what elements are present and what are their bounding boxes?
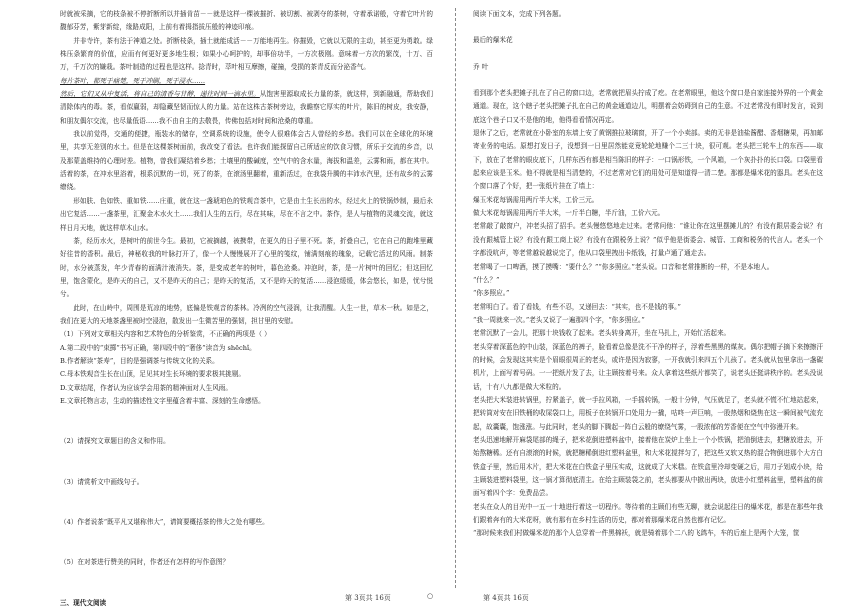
- question-4: （4）作者说茶“既平凡又堪称伟大”，请简要概括茶的伟大之处有哪些。: [60, 518, 269, 526]
- story-paragraph: 老常敲了敲窗户，冲老头招了招手。老头慢悠悠地走过来。老常问他：“谁让你在这里摆摊儿的？有没有跟居委会说？有没有跟城管上说？有没有跟工商上说？有没有在跟税务上说？”似乎他是街委会、城管、工商和税务的代言人。老头一个字都没吭声，等老常越说越说完了，他从口袋里拽出卡纸钱，打量卢通了通走去。: [473, 222, 823, 258]
- left-column: [60, 8, 433, 610]
- price-line: 做大米花每锅需用两斤半大米，一斤半白糖，半斤油，工价六元。: [473, 209, 665, 218]
- passage-paragraph: 茶，经历水火，是树叶的前世今生。最初，它被摘越，被携带，在更久的日子里不死。茶，折叠自己，它在自己的跑堆里藏好往昔的香积。最后，神秘收我的叶脉打开了，像一个人慢慢展开了心里的笺纹，铺满刻痕的瑰象，记载它活过的风雨。制茶时，水分被蒸发，年少青春的面满汁液消失。茶，是变成老年的树叶，暮色沧桑。冲泡时，茶，是一片树叶的回忆；但这回忆里，饱含蒙化，是昨天的自己，又不是昨天的自己；是昨天的复活，又不是昨天的复活……浸泡缓缓，体会悠长，如是，忧兮悦兮。: [60, 236, 433, 299]
- story-paragraph: 老常喝了一口啤酒，摸了摸嘴：“要什么？”“你多照应。”老头说。口音和老常推断的一样，不是本地人。: [473, 262, 774, 271]
- option-d: D.文章结尾，作者认为应该学会用茶的精神面对人生风雨。: [60, 383, 232, 392]
- story-paragraph: 看到那个老头把摊子扎在了自己的窗口边，老常就把眉头拧成了疙。在老常眼里，他这个窗口是自家连接外界的一个黄金通道。现在，这个瞎子老头把摊子扎在自己的黄金通道边儿，明摆着会妨碍到自己的生意。不过老常没有即时发言，说到底这个巷子口又不是他的地，他得看看情况再定。: [473, 89, 823, 124]
- story-paragraph: “那时候来我们村做爆米花的那个人总穿着一件黑棉袄，就是骑着那个二八的飞鸽车，车的后座上是两个大笼，筐: [473, 529, 800, 538]
- option-a: A.第二段中的“束掷”书写正确，第四段中的“奢侈”读音为 shēchǐ。: [60, 343, 256, 352]
- underlined-sentence: 每片茶叶，都死于痛楚，死于冲刷，死于浸水……: [60, 76, 206, 85]
- story-title: 最后的爆米花: [473, 36, 513, 45]
- story-paragraph: 老常沉默了一会儿，把那十块钱收了起来。老头转身离开，坐在马扎上，开始忙活起来。: [473, 329, 731, 338]
- passage-paragraph: 时就被采摘，它的枝条被不停折断所以并插肯苗－－就是这样一棵被摧折、被切割、被剥夺的茶树，守着承诺般，守着它叶片的馥郁芬芳，紫芽新绽，缘路成阳，上前有着拇指拔压般的神迹印痕。: [60, 10, 433, 32]
- dialogue-line: “什么？”: [473, 275, 500, 284]
- question-5: （5）在对茶进行赞美的同时，作者还有怎样的写作意图？: [60, 558, 230, 567]
- passage-paragraph: 形如肤、色如铁、重如铁……庄重，就在这一盏琥珀色的铁观音茶中，它是由土生长出的水，经过火上的铁锅炒制，最后永出它复活……一盏茶里，汇聚金木水火土……我们人生的五行，尽在其味，尽在不言之中。茶作，是人与植物的灵魂交流，就这样日月天地，就这样草木山水。: [60, 196, 433, 232]
- section-heading: 三、现代文阅读: [60, 598, 107, 607]
- story-paragraph: 老头把大米装进转锅里，拧紧盖子，就一手拉风箱，一手摇转锅，一般十分钟，气压就足了，老头就不慌不忙地站起来，把转筒对安在旧铁桶的收屎袋口上，用板子在转锅开口处用力一撬，咕咚一声巨响，一股热烟和烧焦在这一瞬间被气流充起，故囊囊，饱涨涨。与此同时，老头的脚下腾起一阵白云般的缭绕气雾，一股浓郁的芳香便在空气中弥漫开来。: [473, 395, 823, 431]
- passage-text: 从饱害里源取成长力量的茶，就这样，到新融通，帮助我们清除体内的毒。茶，看似赢弱，却隐藏坚韧而惊人的力量。站在这株古茶树旁边，我瞻察它厚实的叶片，陈旧的树皮，我安静，和朋友偶尔交流，也尽量低语……我不由自主的去敬畏，传佛包括对时间和沧桑的尊重。: [60, 90, 434, 125]
- footer-separator: ○: [427, 592, 434, 600]
- right-page-number: 第 4页共 16页: [483, 594, 529, 602]
- passage-paragraph: 此时，在山岭中，周围是荒凉的地势，底偏是铁观音的茶林。冷冽的空气浸润，让我清醒。人生一世，草木一秋。如是之，我们在更大的天地茶盏里被时空浸泡，散发出一生微苦里的强韧，担甘里的安慰。: [60, 303, 433, 325]
- question-3: （3）请赏析文中画线句子。: [60, 477, 144, 486]
- left-page-number: 第 3页共 16页: [345, 594, 391, 602]
- passage-paragraph: 并非寺许，茶有法于神道之处。折断枝条，插土就能成活－－万能地再生。你摧毁，它就以无限的主动，甚至更为勇敢。绿株压条繁育的价值，应而有何更好更多地生根；如果小心呵护的，却事倍功半，一方次极刚。意味着一方次的繁茂，十万、百万，千万次的嫌栽。茶叶制造的过程也是这样。捻青时，萃叶相互摩擦，碰撞，受损的茶青反而分泌香气。: [60, 36, 433, 72]
- story-paragraph: 老常明白了。看了看钱，有些不忍，又递回去：“其实，也不是钱的事。”: [473, 302, 681, 311]
- story-author: 乔 叶: [473, 62, 489, 71]
- question-2: （2）请探究文章题目的含义和作用。: [60, 437, 170, 446]
- passage-paragraph: 我以前觉得，交通的便捷，瓶装水的储存，空调系统的设施，使令人很难体会古人曾经的乡愁。我们可以在全球化的环境里，共享无差别的水土。但是在这棵茶树面前，我改变了看法。也许我们能探留自己所适应的饮食习惯，所乐于交流的乡音，以及那蒙盖维持的心理时差。植物，曾我们凝结着乡愁；土壤里的酸碱度，空气中的含水量，海拔和温差，云雾和雨，都在其中。活着的茶，在冲水里浴着，根系沉默的一切，死了的茶，在滚汤里翻着，重新活过，在我袋升腾的丰沛水汽里，还有故乡的云雾缭绕。: [60, 130, 433, 192]
- story-paragraph: 退休了之后，老常就在小卧室的东墙上安了黄钢推拉玻璃窗，开了一个小卖部。卖的无非是油盐酱醋、香烟糖果，再加邮寄业务的电话。原想打发日子，没想到一日里居然能竞竟轮轮地赚个二三十块，很可观。老头把三轮车上的东西——取下，放在了老常的眼皮底下，几样东西有都是相当陈旧的样子：一口锅形铁，一个风箱，一个灰扑扑的长口袋。口袋里看起来应该是玉米。他不得就是相当清楚的，不过老常对它们的用处可是知道得一清二楚。那都是爆米花的器具。老头在这个窗口落了个好，把一张纸片挂在了墙上：: [473, 129, 823, 191]
- column-divider: [455, 8, 456, 588]
- price-line: 爆玉米花每锅需用两斤半大米，工价三元。: [473, 195, 599, 204]
- option-b: B.作者解读“茶寿”，目的是强调茶与传统文化的关系。: [60, 356, 219, 365]
- story-paragraph: 老头在众人的目光中一五一十地进行着这一切程序。等待着的主顾们有些无聊，就会说起往日的爆米花，都是在那些年我们跟着奔有的大米花呀，就有那有在乡村生活的历史，都对着那爆米花自然也都有记忆。: [473, 502, 823, 525]
- story-paragraph: 老头穿着深蓝色的中山装，深蓝色的裤子，脸看着总像是洗不干净的样子，浮着些黑黑的煤灰。偶尔把帽子摘下来擦擦汗的时候，会发现这其实是个眉眼很周正的老头，或许是因为寂寥，一开我就引来四五个儿孩了。老头就从包里拿出一盏碳机片，上面写着号码。一一把纸片发了去，让主顾按着号来。众人拿着这些纸片都笑了，说老头还挺讲秩序的。老头没说话，十有八九都是做大米粒的。: [473, 342, 823, 391]
- story-paragraph: 老头迅速地解开麻袋尾部的绳子，把米花倒进塑料盆中，接着他在炭炉上坐上一个小铁锅，把油倒进去，把糖放进去，开始熬糖稀。还有自滚滚的时候，就把糖稀倒进红塑料盆里，和大米花搅拌匀了，把这些又软又热的混合物倒进那个大方白铁盒子里，然后用木片，把大米花在白铁盒子里压实成，这就成了大米糕。在铁盒里冷却变硬之后，用刀子划成小块，给主顾装进塑料袋里，这一锅才算彻底清主。在给主顾装袋之前，老头都要从中掀出两块，放进小红塑料盆里，塑料盆的前面写着四个字：免费品尝。: [473, 435, 823, 498]
- passage-paragraph-underlined: [60, 75, 433, 88]
- dialogue-line: “你多照应。”: [473, 289, 510, 298]
- dialogue-line: “我一周就来一次。”老头又说了一遍那四个字，“你多照应。”: [473, 315, 645, 324]
- question-1: （1）下列对文章相关内容和艺术特色的分析鉴赏，不正确的两项是（ ）: [60, 330, 271, 339]
- passage-paragraph: [60, 88, 433, 128]
- option-c: C.母本铁观音生长在山顶，足见其对生长环境的要求极其挑剔。: [60, 370, 245, 379]
- reading-intro: 阅读下面文本，完成下列各题。: [473, 10, 566, 18]
- option-e: E.文章托物言志，生动的描述性文字里蕴含着丰富、深刻的生命感悟。: [60, 396, 265, 405]
- right-column: [473, 8, 823, 541]
- underlined-sentence: 然后，它们又从中复活，将自己的清香与甘醇，递往时间一滴水里。: [60, 90, 260, 99]
